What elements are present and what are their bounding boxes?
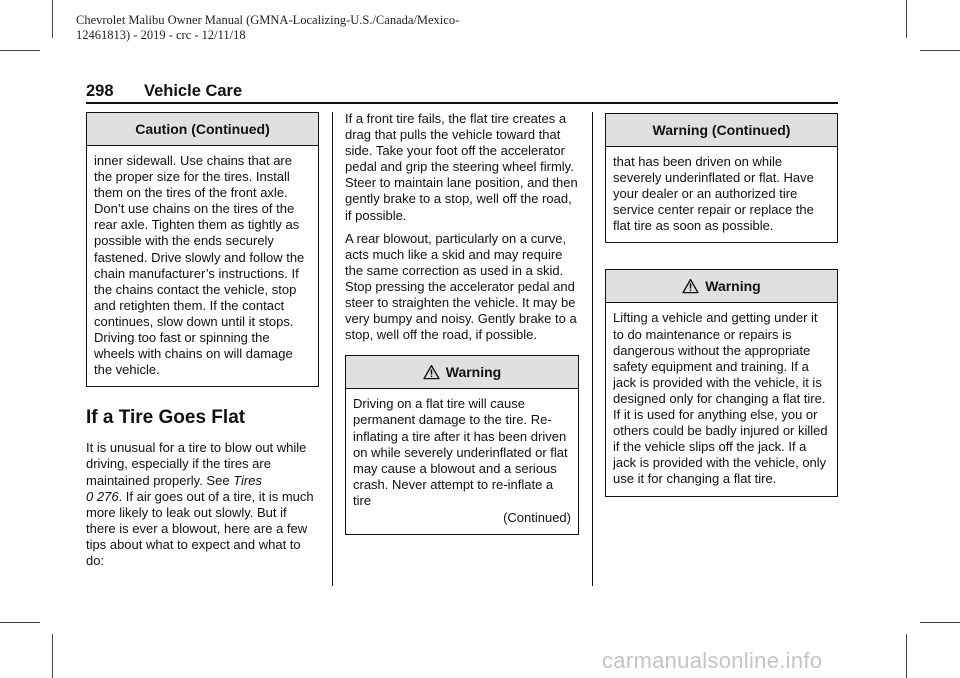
crop-mark bbox=[0, 50, 40, 51]
crop-mark bbox=[920, 50, 960, 51]
column-3 bbox=[605, 113, 838, 497]
page-header bbox=[86, 82, 242, 101]
watermark: carmanualsonline.info bbox=[602, 648, 823, 673]
crop-mark bbox=[0, 622, 40, 623]
warning-icon bbox=[423, 364, 440, 380]
body-paragraph: If a front tire fails, the flat tire creates a drag that pulls the vehicle toward that side. Take your foot off the accelerator pedal and grip the steering wheel firmly. Steer to maintain lane position, and then gently brake to a stop, well off the road, if possible. bbox=[345, 111, 578, 223]
section-name: Vehicle Care bbox=[144, 82, 243, 100]
body-paragraph bbox=[86, 440, 319, 569]
warning-box-body: Lifting a vehicle and getting under it to do maintenance or repairs is dangerous without the appropriate safety equipment and training. If a jack is provided with the vehicle, it is designed only for changing a flat tire. If it is used for anything else, you or others could be badly injured or killed if the vehicle slips off the jack. If a jack is provided with the vehicle, only use it for changing a flat tire. bbox=[613, 310, 828, 487]
warning-icon bbox=[682, 278, 699, 294]
crop-mark bbox=[906, 0, 907, 38]
crop-mark bbox=[920, 622, 960, 623]
warning-box bbox=[345, 355, 579, 535]
document-meta-line: 12461813) - 2019 - crc - 12/11/18 bbox=[76, 28, 246, 42]
warning-box bbox=[605, 269, 838, 496]
document-meta bbox=[76, 13, 546, 43]
warning-box-body: Driving on a flat tire will cause permanent damage to the tire. Re-inflating a tire after it has been driven on while severely underinflated or flat may cause a blowout and a serious crash. Never attempt to re-inflate a tire bbox=[353, 396, 568, 508]
caution-box bbox=[86, 112, 319, 387]
document-meta-line: Chevrolet Malibu Owner Manual (GMNA-Localizing-U.S./Canada/Mexico- bbox=[76, 13, 460, 27]
warning-box-title: Warning bbox=[705, 278, 761, 295]
warning-continued-box bbox=[605, 113, 838, 243]
crop-mark bbox=[52, 0, 53, 38]
page-number: 298 bbox=[86, 82, 114, 100]
page-ref-number: 276 bbox=[96, 488, 119, 504]
continued-label: (Continued) bbox=[503, 509, 571, 525]
column-2 bbox=[345, 111, 579, 535]
tires-link-label: Tires bbox=[233, 472, 262, 488]
body-paragraph: A rear blowout, particularly on a curve, acts much like a skid and may require the same correction as used in a skid. Stop pressing the accelerator pedal and steer to straighten the vehicle. It may be very bumpy and noisy. Gently brake to a stop, well off the road, if possible. bbox=[345, 230, 577, 343]
header-rule bbox=[86, 102, 838, 104]
column-divider bbox=[592, 112, 593, 586]
paragraph-text: . If air goes out of a tire, it is much more likely to leak out slowly. But if there is ever a blowout, here are a few tips about what to expect and what to do: bbox=[86, 488, 314, 568]
crop-mark bbox=[52, 634, 53, 678]
warning-continued-box-title: Warning (Continued) bbox=[606, 114, 837, 147]
warning-continued-box-body: that has been driven on while severely underinflated or flat. Have your dealer or an authorized tire service center repair or replace the flat tire as soon as possible. bbox=[613, 154, 814, 234]
column-1 bbox=[86, 112, 319, 576]
caution-box-title: Caution (Continued) bbox=[87, 113, 318, 146]
paragraph-text: It is unusual for a tire to blow out while driving, especially if the tires are maintained properly. See bbox=[86, 440, 307, 488]
section-title: If a Tire Goes Flat bbox=[86, 407, 246, 429]
column-divider bbox=[332, 112, 333, 586]
page-ref-arrow-icon: 0 bbox=[86, 488, 94, 504]
crop-mark bbox=[906, 634, 907, 678]
caution-box-body: inner sidewall. Use chains that are the proper size for the tires. Install them on the tires of the front axle. Don’t use chains on the tires of the rear axle. Tighten them as tightly as possible with the ends securely fastened. Drive slowly and follow the chain manufacturer’s instructions. If the chains contact the vehicle, stop and retighten them. If the contact continues, slow down until it stops. Driving too fast or spinning the wheels with chains on will damage the vehicle. bbox=[94, 153, 305, 378]
warning-box-title: Warning bbox=[445, 364, 502, 381]
